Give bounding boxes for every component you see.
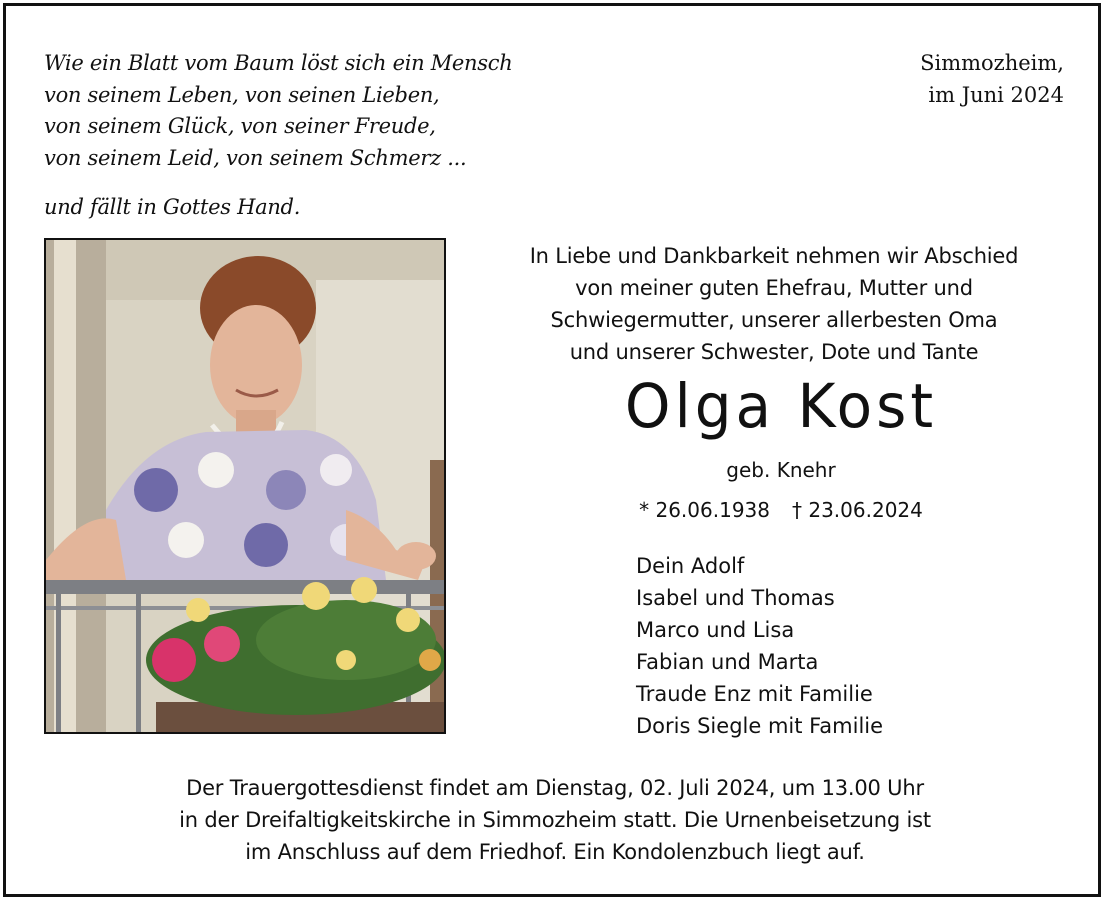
maiden-name: geb. Knehr	[726, 458, 836, 482]
poem	[44, 48, 512, 224]
intro-line: von meiner guten Ehefrau, Mutter und	[575, 276, 973, 300]
farewell-intro	[476, 240, 1072, 368]
mourner: Dein Adolf	[636, 554, 745, 578]
mourner: Fabian und Marta	[636, 650, 819, 674]
service-details	[6, 772, 1104, 868]
deceased-name: Olga Kost	[624, 370, 938, 442]
intro-line: und unserer Schwester, Dote und Tante	[569, 340, 979, 364]
place: Simmozheim,	[920, 51, 1064, 75]
life-dates	[476, 498, 1086, 522]
poem-line: Wie ein Blatt vom Baum löst sich ein Mensch	[44, 51, 513, 75]
poem-line: von seinem Leben, von seinen Lieben,	[44, 82, 440, 107]
mourner: Isabel und Thomas	[636, 586, 835, 610]
poem-line: von seinem Leid, von seinem Schmerz ...	[44, 145, 467, 170]
poem-line: von seinem Glück, von seiner Freude,	[44, 114, 436, 138]
death-date: † 23.06.2024	[792, 498, 923, 522]
birth-date: * 26.06.1938	[639, 498, 770, 522]
place-and-date	[920, 48, 1064, 111]
obituary-notice	[3, 3, 1101, 897]
service-line: im Anschluss auf dem Friedhof. Ein Kondolenzbuch liegt auf.	[245, 840, 865, 864]
portrait-illustration	[46, 240, 444, 732]
service-line: Der Trauergottesdienst findet am Dienstag, 02. Juli 2024, um 13.00 Uhr	[186, 776, 924, 800]
mourner: Marco und Lisa	[636, 618, 795, 642]
poem-closing-line: und fällt in Gottes Hand.	[44, 195, 301, 219]
mourners-list	[636, 550, 883, 742]
date: im Juni 2024	[928, 82, 1064, 107]
service-line: in der Dreifaltigkeitskirche in Simmozheim statt. Die Urnenbeisetzung ist	[179, 808, 931, 832]
mourner: Doris Siegle mit Familie	[636, 714, 884, 738]
mourner: Traude Enz mit Familie	[636, 682, 873, 706]
intro-line: In Liebe und Dankbarkeit nehmen wir Abschied	[529, 244, 1019, 268]
portrait-photo	[44, 238, 446, 734]
intro-line: Schwiegermutter, unserer allerbesten Oma	[550, 308, 998, 332]
